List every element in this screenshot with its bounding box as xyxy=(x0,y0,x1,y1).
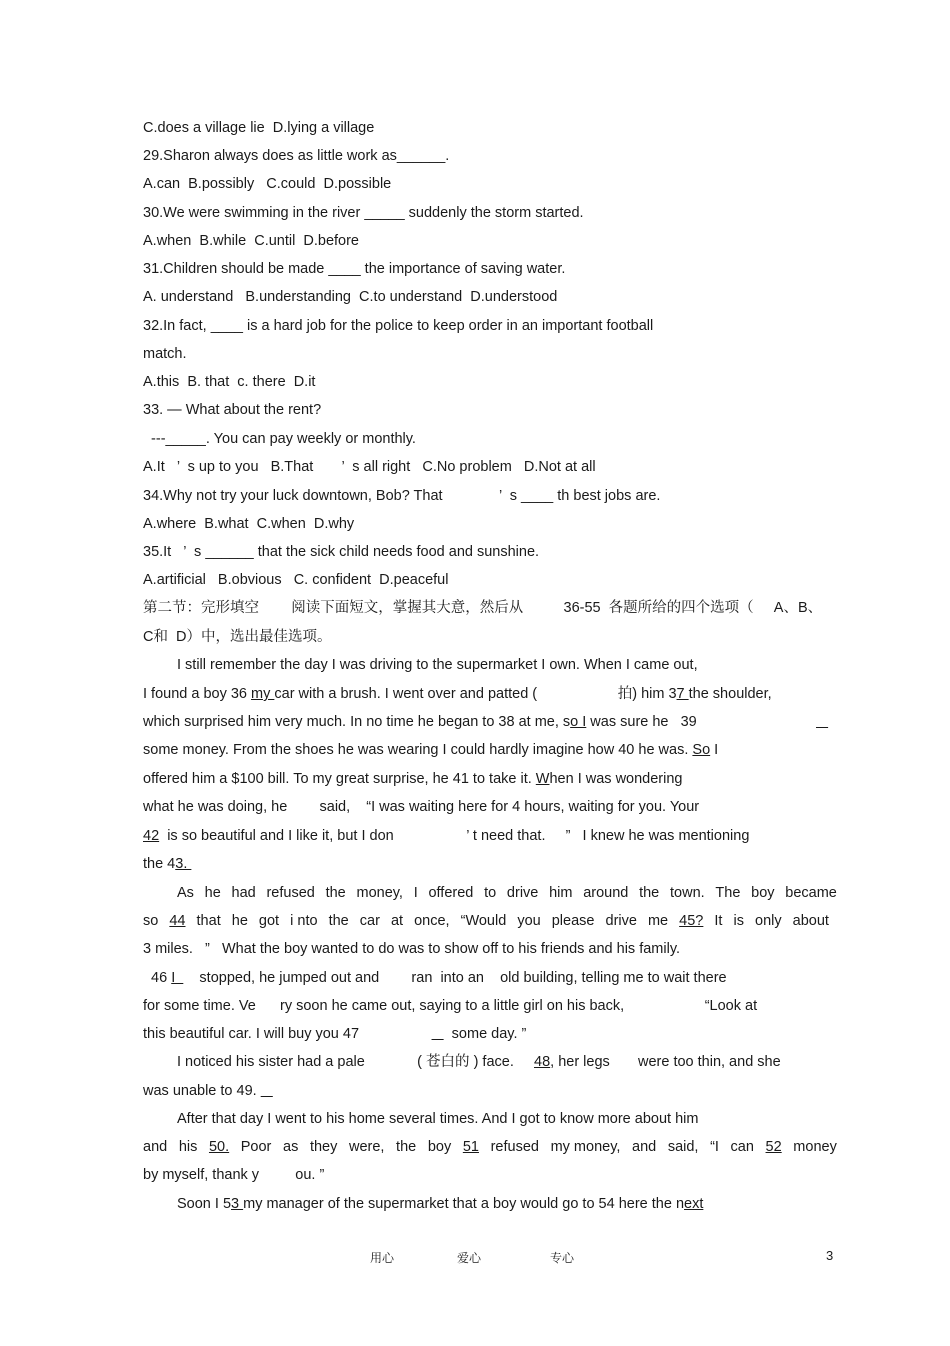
passage-line: this beautiful car. I will buy you 47 some day. ” xyxy=(143,1026,527,1042)
passage-line: 42 is so beautiful and I like it, but I don ’ t need that. ” I knew he was mentioning xyxy=(143,828,750,844)
passage-line: 3 miles. ” What the boy wanted to do was to show off to his friends and his family. xyxy=(143,941,681,957)
passage-line: Soon I 53 my manager of the supermarket that a boy would go to 54 here the next xyxy=(177,1196,704,1212)
passage-line: some money. From the shoes he was wearing I could hardly imagine how 40 he was. So I xyxy=(143,742,719,758)
question-32: 32.In fact, ____ is a hard job for the police to keep order in an important football xyxy=(143,318,654,334)
options-31: A. understand B.understanding C.to understand D.understood xyxy=(143,289,558,305)
passage-line: which surprised him very much. In no time he began to 38 at me, so I was sure he 39 xyxy=(143,714,697,730)
options-34: A.where B.what C.when D.why xyxy=(143,516,355,532)
options-29: A.can B.possibly C.could D.possible xyxy=(143,176,392,192)
passage-line: for some time. Ve ry soon he came out, saying to a little girl on his back, “Look at xyxy=(143,998,758,1014)
footer-item: 专心 xyxy=(550,1251,575,1265)
options-32: A.this B. that c. there D.it xyxy=(143,374,316,390)
passage-line: was unable to 49. xyxy=(143,1083,261,1099)
section-heading-cont: C和 D）中，选出最佳选项。 xyxy=(143,629,332,645)
passage-line: 46 I stopped, he jumped out and ran into an old building, telling me to wait there xyxy=(143,970,727,986)
options-35: A.artificial B.obvious C. confident D.peaceful xyxy=(143,572,449,588)
passage-line: what he was doing, he said, “I was waiting here for 4 hours, waiting for you. Your xyxy=(143,799,700,815)
options-30: A.when B.while C.until D.before xyxy=(143,233,359,249)
passage-line: offered him a $100 bill. To my great surprise, he 41 to take it. When I was wondering xyxy=(143,771,683,787)
question-32-cont: match. xyxy=(143,346,187,362)
passage-line: by myself, thank y ou. ” xyxy=(143,1167,325,1183)
passage-line: I still remember the day I was driving to the supermarket I own. When I came out, xyxy=(177,657,698,673)
footer-item: 爱心 xyxy=(457,1251,482,1265)
question-29: 29.Sharon always does as little work as______. xyxy=(143,148,450,164)
options-33: A.It ’ s up to you B.That ’ s all right C.No problem D.Not at all xyxy=(143,459,596,475)
footer-item: 用心 xyxy=(370,1251,395,1265)
passage-line: I found a boy 36 my car with a brush. I went over and patted ( 拍) him 37 the shoulder, xyxy=(143,686,772,702)
question-30: 30.We were swimming in the river _____ suddenly the storm started. xyxy=(143,205,584,221)
answer-blank xyxy=(816,713,828,731)
passage-line: the 43. xyxy=(143,856,192,872)
passage-line-justified: As he had refused the money, I offered to drive him around the town. The boy became xyxy=(177,885,837,901)
question-33-reply: ---_____. You can pay weekly or monthly. xyxy=(143,431,416,447)
question-35: 35.It ’ s ______ that the sick child needs food and sunshine. xyxy=(143,544,540,560)
option-line-28: C.does a village lie D.lying a village xyxy=(143,120,375,136)
page-number: 3 xyxy=(826,1248,834,1263)
question-34: 34.Why not try your luck downtown, Bob? That ’ s ____ th best jobs are. xyxy=(143,488,661,504)
passage-line: After that day I went to his home several times. And I got to know more about him xyxy=(177,1111,699,1127)
passage-line-justified: and his 50. Poor as they were, the boy 51 refused my money, and said, “I can 52 money xyxy=(143,1139,837,1155)
passage-line: I noticed his sister had a pale ( 苍白的 ) face. 48, her legs were too thin, and she xyxy=(177,1054,781,1070)
section-heading: 第二节：完形填空 阅读下面短文，掌握其大意，然后从 36-55 各题所给的四个选项（ A、B、 xyxy=(143,600,823,616)
question-33: 33. — What about the rent? xyxy=(143,402,322,418)
question-31: 31.Children should be made ____ the importance of saving water. xyxy=(143,261,566,277)
passage-line-justified: so 44 that he got i nto the car at once, “Would you please drive me 45? It is only about xyxy=(143,913,829,929)
